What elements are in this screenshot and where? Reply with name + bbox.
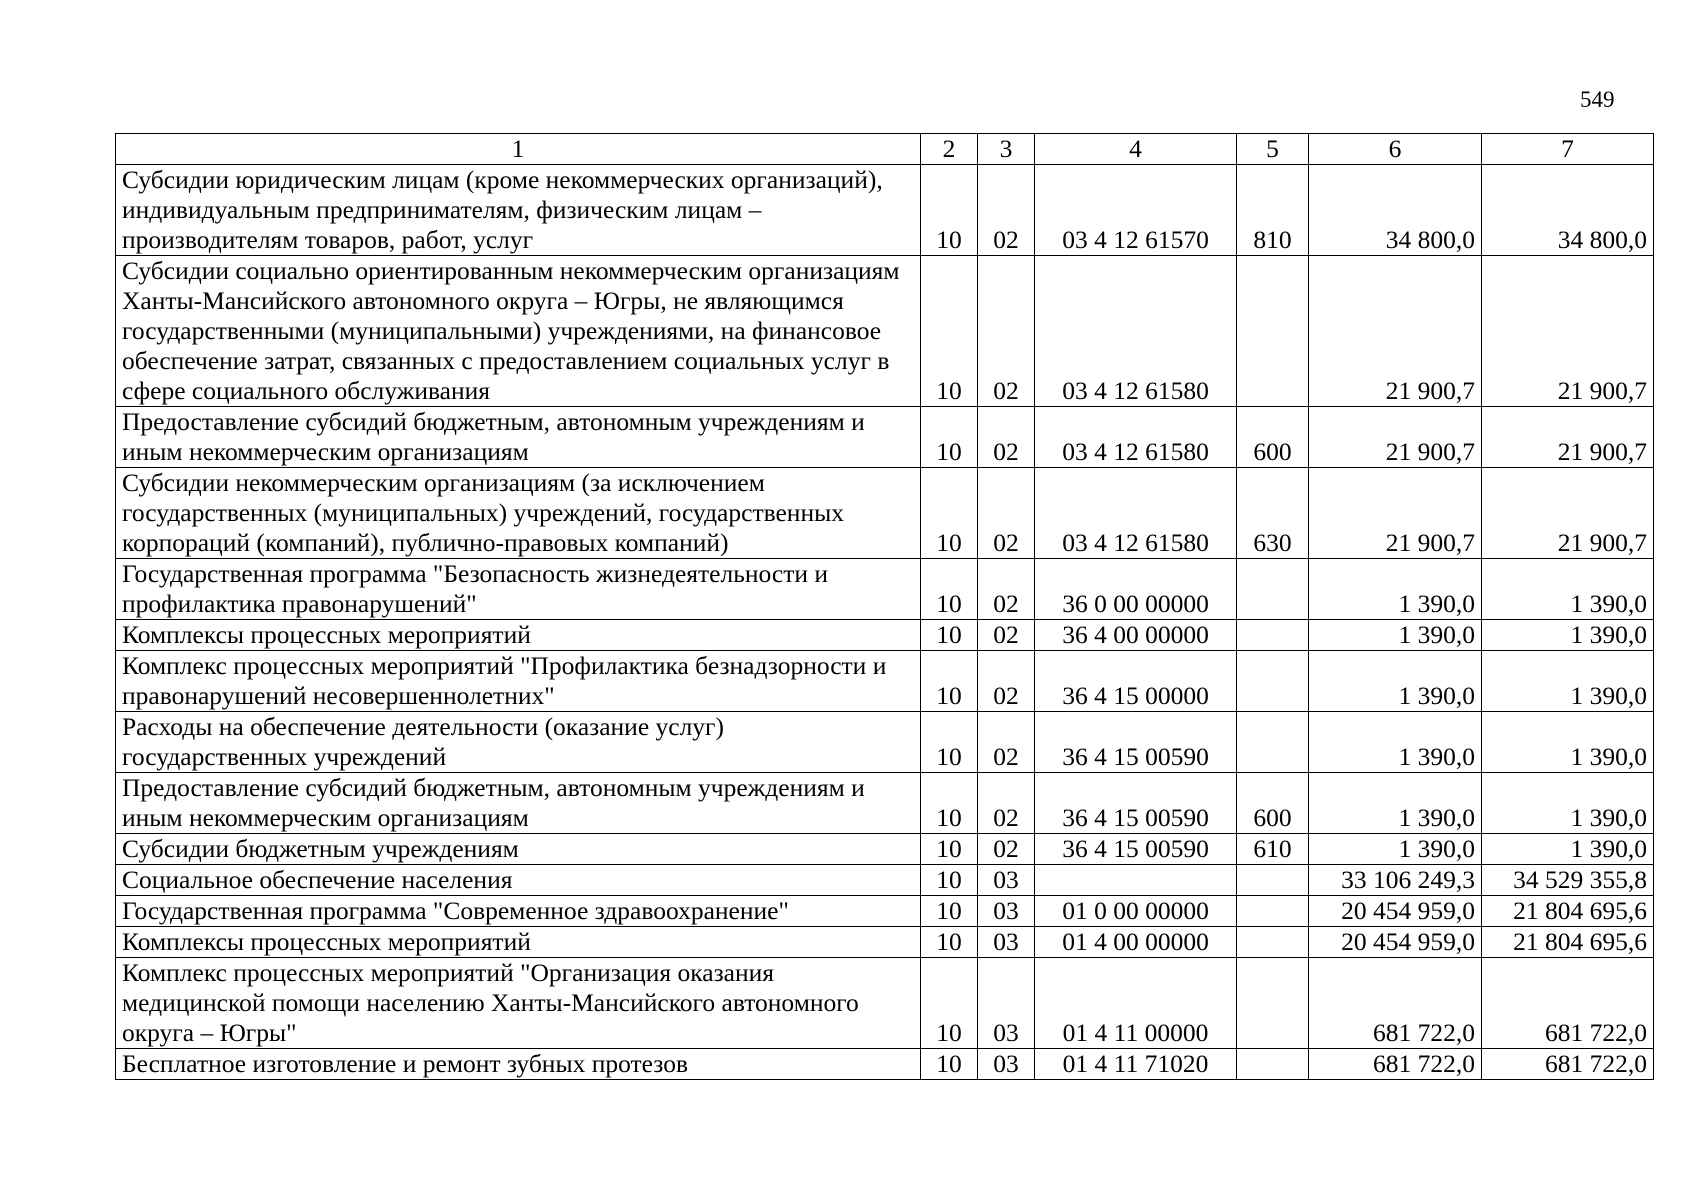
amount-year1-cell: 21 900,7 [1309,468,1482,559]
expense-name-cell: Государственная программа "Современное здравоохранение" [116,896,921,927]
section-code-cell: 10 [921,927,978,958]
amount-year1-cell: 33 106 249,3 [1309,865,1482,896]
subsection-code-cell: 02 [978,651,1035,712]
page-number: 549 [1580,87,1615,112]
expense-name-cell: Комплексы процессных мероприятий [116,620,921,651]
target-article-cell [1035,865,1237,896]
expense-type-cell: 610 [1237,834,1309,865]
subsection-code-cell: 02 [978,773,1035,834]
amount-year1-cell: 34 800,0 [1309,165,1482,256]
expense-type-cell [1237,559,1309,620]
subsection-code-cell: 02 [978,620,1035,651]
expense-name-cell: Бесплатное изготовление и ремонт зубных протезов [116,1049,921,1080]
target-article-cell: 36 0 00 00000 [1035,559,1237,620]
amount-year2-cell: 34 800,0 [1482,165,1654,256]
table-body [116,165,1654,1080]
expense-name-cell: Предоставление субсидий бюджетным, автономным учреждениям и иным некоммерческим организациям [116,407,921,468]
amount-year1-cell: 21 900,7 [1309,256,1482,407]
table-row [116,468,1654,559]
amount-year1-cell: 681 722,0 [1309,1049,1482,1080]
amount-year2-cell: 21 804 695,6 [1482,927,1654,958]
expense-name-cell: Предоставление субсидий бюджетным, автономным учреждениям и иным некоммерческим организациям [116,773,921,834]
target-article-cell: 03 4 12 61580 [1035,468,1237,559]
target-article-cell: 01 4 11 00000 [1035,958,1237,1049]
expense-type-cell [1237,1049,1309,1080]
amount-year1-cell: 1 390,0 [1309,834,1482,865]
expense-type-cell [1237,958,1309,1049]
target-article-cell: 01 4 00 00000 [1035,927,1237,958]
expense-name-cell: Субсидии социально ориентированным некоммерческим организациям Ханты-Мансийского автономного округа – Югры, не являющимся государственными (муниципальными) учреждениями, на финансовое обеспечение затрат, связанных с предоставлением социальных услуг в сфере социального обслуживания [116,256,921,407]
expense-type-cell: 600 [1237,773,1309,834]
section-code-cell: 10 [921,407,978,468]
amount-year1-cell: 20 454 959,0 [1309,896,1482,927]
expense-name-cell: Субсидии юридическим лицам (кроме некоммерческих организаций), индивидуальным предпринимателям, физическим лицам – производителям товаров, работ, услуг [116,165,921,256]
table-row [116,927,1654,958]
amount-year2-cell: 34 529 355,8 [1482,865,1654,896]
subsection-code-cell: 03 [978,896,1035,927]
subsection-code-cell: 03 [978,958,1035,1049]
target-article-cell: 36 4 15 00590 [1035,712,1237,773]
expense-name-cell: Комплексы процессных мероприятий [116,927,921,958]
expense-name-cell: Субсидии бюджетным учреждениям [116,834,921,865]
amount-year1-cell: 21 900,7 [1309,407,1482,468]
amount-year2-cell: 21 900,7 [1482,468,1654,559]
section-code-cell: 10 [921,256,978,407]
amount-year2-cell: 1 390,0 [1482,620,1654,651]
section-code-cell: 10 [921,620,978,651]
subsection-code-cell: 03 [978,1049,1035,1080]
target-article-cell: 03 4 12 61580 [1035,407,1237,468]
subsection-code-cell: 02 [978,407,1035,468]
expense-name-cell: Расходы на обеспечение деятельности (оказание услуг) государственных учреждений [116,712,921,773]
column-header: 1 [116,134,921,165]
section-code-cell: 10 [921,896,978,927]
table-row [116,256,1654,407]
table-row [116,834,1654,865]
target-article-cell: 36 4 15 00590 [1035,773,1237,834]
expense-type-cell: 810 [1237,165,1309,256]
column-header: 7 [1482,134,1654,165]
subsection-code-cell: 02 [978,834,1035,865]
expense-name-cell: Комплекс процессных мероприятий "Организация оказания медицинской помощи населению Ханты-Мансийского автономного округа – Югры" [116,958,921,1049]
amount-year1-cell: 20 454 959,0 [1309,927,1482,958]
budget-table [115,133,1654,1080]
table-row [116,773,1654,834]
subsection-code-cell: 02 [978,165,1035,256]
expense-name-cell: Комплекс процессных мероприятий "Профилактика безнадзорности и правонарушений несовершеннолетних" [116,651,921,712]
amount-year2-cell: 21 804 695,6 [1482,896,1654,927]
target-article-cell: 03 4 12 61580 [1035,256,1237,407]
expense-type-cell [1237,651,1309,712]
target-article-cell: 36 4 00 00000 [1035,620,1237,651]
section-code-cell: 10 [921,1049,978,1080]
target-article-cell: 36 4 15 00590 [1035,834,1237,865]
column-header: 3 [978,134,1035,165]
expense-type-cell [1237,620,1309,651]
subsection-code-cell: 02 [978,468,1035,559]
table-row [116,896,1654,927]
amount-year2-cell: 681 722,0 [1482,1049,1654,1080]
expense-type-cell [1237,712,1309,773]
subsection-code-cell: 02 [978,559,1035,620]
subsection-code-cell: 03 [978,927,1035,958]
amount-year2-cell: 1 390,0 [1482,651,1654,712]
amount-year2-cell: 21 900,7 [1482,407,1654,468]
section-code-cell: 10 [921,958,978,1049]
section-code-cell: 10 [921,468,978,559]
expense-name-cell: Государственная программа "Безопасность жизнедеятельности и профилактика правонарушений" [116,559,921,620]
amount-year1-cell: 1 390,0 [1309,559,1482,620]
expense-type-cell [1237,927,1309,958]
section-code-cell: 10 [921,559,978,620]
column-header: 6 [1309,134,1482,165]
section-code-cell: 10 [921,712,978,773]
table-header-row [116,134,1654,165]
table-row [116,865,1654,896]
section-code-cell: 10 [921,165,978,256]
amount-year2-cell: 1 390,0 [1482,834,1654,865]
amount-year1-cell: 1 390,0 [1309,620,1482,651]
amount-year1-cell: 1 390,0 [1309,712,1482,773]
section-code-cell: 10 [921,773,978,834]
table-row [116,407,1654,468]
table-row [116,958,1654,1049]
column-header: 2 [921,134,978,165]
amount-year1-cell: 1 390,0 [1309,651,1482,712]
subsection-code-cell: 02 [978,256,1035,407]
amount-year2-cell: 21 900,7 [1482,256,1654,407]
expense-type-cell [1237,896,1309,927]
target-article-cell: 03 4 12 61570 [1035,165,1237,256]
table-row [116,559,1654,620]
amount-year2-cell: 1 390,0 [1482,559,1654,620]
table-row [116,712,1654,773]
target-article-cell: 01 0 00 00000 [1035,896,1237,927]
column-header: 4 [1035,134,1237,165]
amount-year2-cell: 681 722,0 [1482,958,1654,1049]
expense-type-cell: 600 [1237,407,1309,468]
subsection-code-cell: 02 [978,712,1035,773]
amount-year2-cell: 1 390,0 [1482,773,1654,834]
column-header: 5 [1237,134,1309,165]
amount-year1-cell: 681 722,0 [1309,958,1482,1049]
expense-name-cell: Социальное обеспечение населения [116,865,921,896]
expense-name-cell: Субсидии некоммерческим организациям (за исключением государственных (муниципальных) учреждений, государственных корпораций (компаний), публично-правовых компаний) [116,468,921,559]
table-row [116,165,1654,256]
section-code-cell: 10 [921,834,978,865]
table-row [116,620,1654,651]
table-row [116,1049,1654,1080]
target-article-cell: 01 4 11 71020 [1035,1049,1237,1080]
section-code-cell: 10 [921,865,978,896]
target-article-cell: 36 4 15 00000 [1035,651,1237,712]
section-code-cell: 10 [921,651,978,712]
amount-year1-cell: 1 390,0 [1309,773,1482,834]
expense-type-cell [1237,256,1309,407]
expense-type-cell [1237,865,1309,896]
expense-type-cell: 630 [1237,468,1309,559]
table-row [116,651,1654,712]
subsection-code-cell: 03 [978,865,1035,896]
amount-year2-cell: 1 390,0 [1482,712,1654,773]
